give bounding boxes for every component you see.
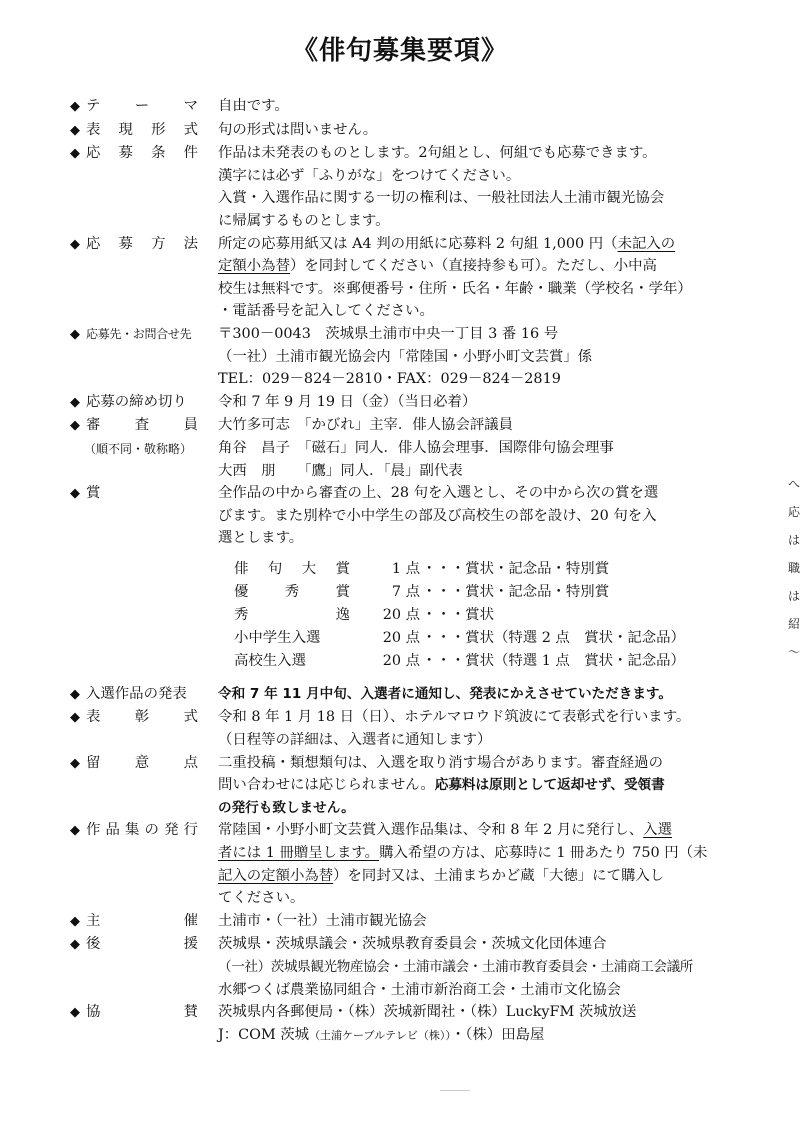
footer-mark xyxy=(440,1090,470,1093)
prize-list xyxy=(234,558,730,673)
support-label: ◆ 後 援 xyxy=(70,933,218,1001)
judges-text: 大竹多可志 「かびれ」主宰．俳人協会評議員 角谷 昌子 「磁石」同人．俳人協会理事．国際俳句協会理事 大西 朋 「鷹」同人．「晨」副代表 xyxy=(218,417,614,479)
prize-item: 優 秀 賞 7 点 ・・・賞状・記念品・特別賞 xyxy=(234,583,610,600)
prize-item: 俳 句 大 賞 1 点 ・・・賞状・記念品・特別賞 xyxy=(234,560,610,577)
theme-row xyxy=(70,95,730,119)
diamond-icon: ◆ xyxy=(70,146,80,162)
deadline-text: 令和 7 年 9 月 19 日（金）（当日必着） xyxy=(218,393,477,410)
diamond-icon: ◆ xyxy=(70,686,80,702)
sponsors-text: 茨城県内各郵便局・（株）茨城新聞社・（株）LuckyFM 茨城放送 J：COM 茨城（土浦ケーブルテレビ（株））・（株）田島屋 xyxy=(218,1004,637,1043)
contact-text: 〒300－0043 茨城県土浦市中央一丁目 3 番 16 号 （一社）土浦市観光協会内「常陸国・小野小町文芸賞」係 TEL：029－824－2810・FAX：029－824－2819 xyxy=(218,325,593,388)
guidelines xyxy=(70,95,730,1047)
prize-item: 高校生入選 20 点 ・・・賞状（特選 1 点 賞状・記念品） xyxy=(234,652,685,669)
diamond-icon: ◆ xyxy=(70,755,80,771)
notes-label: ◆ 留 意 点 xyxy=(70,752,218,820)
conditions-text: 作品は未発表のものとします。2句組とし、何組でも応募できます。 漢字には必ず「ふりがな」をつけてください。 入賞・入選作品に関する一切の権利は、一般社団法人土浦市観光協会 に帰属するものとします。 xyxy=(218,145,665,229)
judges-row xyxy=(70,414,730,482)
support-text: 茨城県・茨城県議会・茨城県教育委員会・茨城文化団体連合 （一社）茨城県観光物産協会・土浦市議会・土浦市教育委員会・土浦商工会議所 水郷つくば農業協同組合・土浦市新治商工会・土浦市文化協会 xyxy=(218,936,693,998)
notes-text: 二重投稿・類想類句は、入選を取り消す場合があります。審査経過の 問い合わせには応じられません。応募料は原則として返却せず、受領書 の発行も致しません。 xyxy=(218,754,665,816)
anthology-text: 常陸国・小野小町文芸賞入選作品集は、令和 8 年 2 月に発行し、入選 者には 1 冊贈呈します。購入希望の方は、応募時に 1 冊あたり 750 円（未 記入の定額小為替）を同封又は、土浦まちかど蔵「大徳」にて購入し てください。 xyxy=(218,822,708,907)
anthology-row xyxy=(70,819,730,909)
diamond-icon: ◆ xyxy=(70,418,80,434)
format-text: 句の形式は問いません。 xyxy=(218,121,378,138)
organizer-text: 土浦市・（一社）土浦市観光協会 xyxy=(218,912,427,929)
diamond-icon: ◆ xyxy=(70,99,80,114)
page-title: 《俳句募集要項》 xyxy=(291,36,508,66)
announce-text: 令和 7 年 11 月中旬、入選者に通知し、発表にかえさせていただきます。 xyxy=(218,685,673,702)
judges-label: ◆ 審 査 員 （順不同・敬称略） xyxy=(70,414,218,482)
diamond-icon: ◆ xyxy=(70,122,80,138)
notes-row xyxy=(70,752,730,820)
awards-row xyxy=(70,482,730,679)
conditions-label: ◆ 応 募 条 件 xyxy=(70,142,218,232)
conditions-row xyxy=(70,142,730,232)
prize-item: 秀 逸 20 点 ・・・賞状 xyxy=(234,606,494,623)
format-row xyxy=(70,119,730,143)
method-text: 所定の応募用紙又は A4 判の用紙に応募料 2 句組 1,000 円（未記入の 定額小為替）を同封してください（直接持参も可）。ただし、小中高 校生は無料です。※郵便番号・住所・氏名・年齢・職業（学校名・学年） ・電話番号を記入してください。 xyxy=(218,235,692,320)
awards-text: 全作品の中から審査の上、28 句を入選とし、その中から次の賞を選 びます。また別枠で小中学生の部及び高校生の部を設け、20 句を入 選とします。 俳 句 大 賞 1 点 ・・・賞状・記念品・特別賞 優 秀 賞 7 点 ・・・賞状・記念品・特別賞 秀 逸 20 点 ・・・賞状 小中学生入選 20 点 ・・・賞状（特選 2 点 賞状・記念品） 高校生入選 20 点 ・・・賞状（特選 1 点 賞状・記念品） xyxy=(218,482,730,679)
deadline-label: ◆ 応募の締め切り xyxy=(70,391,218,415)
diamond-icon: ◆ xyxy=(70,823,80,839)
support-row xyxy=(70,933,730,1001)
theme-label: ◆ テ ー マ xyxy=(70,95,218,119)
announce-label: ◆ 入選作品の発表 xyxy=(70,683,218,707)
theme-text: 自由です。 xyxy=(218,98,289,114)
deadline-row xyxy=(70,391,730,415)
method-row xyxy=(70,233,730,323)
diamond-icon: ◆ xyxy=(70,710,80,726)
diamond-icon: ◆ xyxy=(70,937,80,953)
organizer-row xyxy=(70,910,730,934)
diamond-icon: ◆ xyxy=(70,486,80,502)
ceremony-text: 令和 8 年 1 月 18 日（日）、ホテルマロウド筑波にて表彰式を行います。 （日程等の詳細は、入選者に通知します） xyxy=(218,709,691,749)
contact-row xyxy=(70,323,730,391)
format-label: ◆ 表 現 形 式 xyxy=(70,119,218,143)
contact-label: ◆ 応募先・お問合せ先 xyxy=(70,323,218,391)
diamond-icon: ◆ xyxy=(70,394,80,410)
judges-note: （順不同・敬称略） xyxy=(84,441,193,456)
announce-row xyxy=(70,683,730,707)
sponsors-row xyxy=(70,1001,730,1047)
sponsors-label: ◆ 協 賛 xyxy=(70,1001,218,1047)
diamond-icon: ◆ xyxy=(70,236,80,252)
diamond-icon: ◆ xyxy=(70,1005,80,1021)
method-label: ◆ 応 募 方 法 xyxy=(70,233,218,323)
diamond-icon: ◆ xyxy=(70,913,80,929)
organizer-label: ◆ 主 催 xyxy=(70,910,218,934)
prize-item: 小中学生入選 20 点 ・・・賞状（特選 2 点 賞状・記念品） xyxy=(234,629,685,646)
anthology-label: ◆ 作 品 集 の 発 行 xyxy=(70,819,218,909)
ceremony-label: ◆ 表 彰 式 xyxy=(70,706,218,751)
ceremony-row xyxy=(70,706,730,751)
awards-label: ◆ 賞 xyxy=(70,482,218,679)
page-edge-text: へ 応 は 職 は 紹 〜 xyxy=(787,477,800,659)
diamond-icon: ◆ xyxy=(70,326,80,342)
